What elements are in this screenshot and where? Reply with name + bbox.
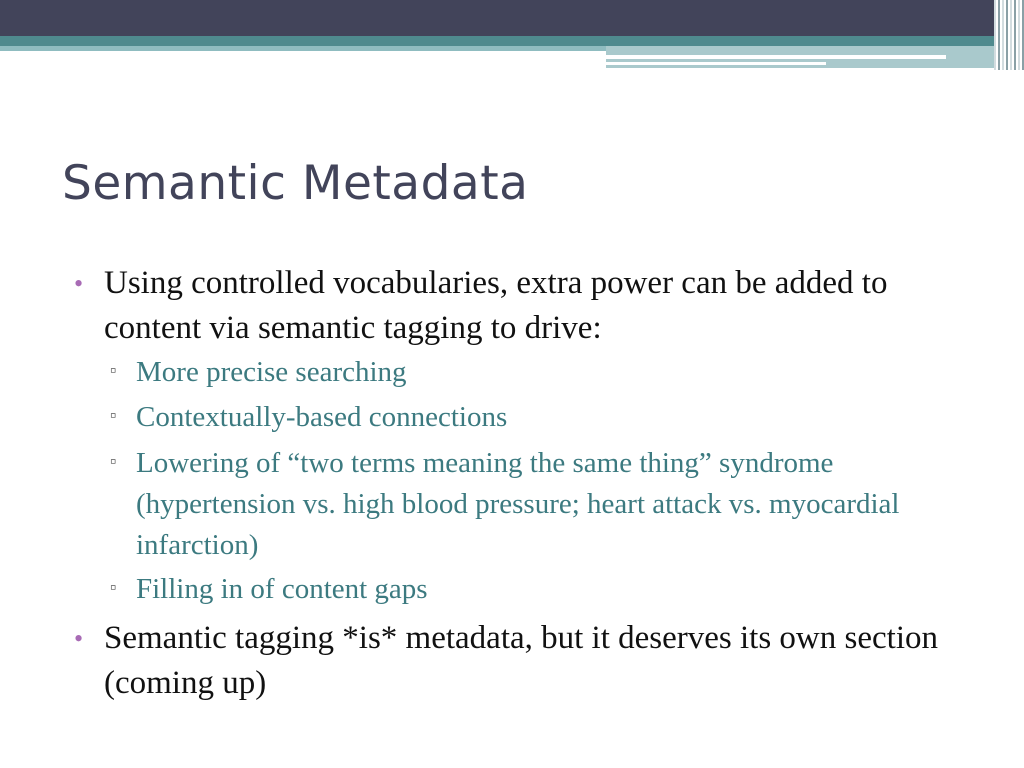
sub-bullet-text: Lowering of “two terms meaning the same thing” syndrome (hypertension vs. high blood pressure; heart attack vs. myocardial infarction) — [136, 447, 900, 561]
header-right-stripes — [994, 0, 1024, 70]
header-band-teal — [0, 36, 994, 46]
sub-bullet-item — [110, 397, 976, 438]
header-band-teal-light — [0, 46, 606, 51]
bullet-text: Using controlled vocabularies, extra power can be added to content via semantic tagging to drive: — [104, 265, 888, 346]
bullet-text: Semantic tagging *is* metadata, but it deserves its own section (coming up) — [104, 620, 938, 701]
bullet-dot-icon: • — [74, 624, 84, 653]
bullet-item — [74, 261, 964, 351]
slide-title: Semantic Metadata — [62, 156, 529, 211]
header-tab-line-short — [606, 62, 826, 65]
sub-bullet-text: Contextually-based connections — [136, 401, 508, 433]
sub-bullet-text: Filling in of content gaps — [136, 573, 428, 605]
sub-bullet-text: More precise searching — [136, 356, 407, 388]
square-bullet-icon: ▫ — [110, 451, 117, 471]
sub-bullet-item — [110, 569, 976, 610]
header-tab-line — [606, 55, 946, 59]
square-bullet-icon: ▫ — [110, 405, 117, 425]
bullet-item — [74, 616, 964, 706]
sub-bullet-item — [110, 443, 976, 566]
square-bullet-icon: ▫ — [110, 577, 117, 597]
bullet-dot-icon: • — [74, 269, 84, 298]
sub-bullet-item — [110, 352, 976, 393]
header-band-dark — [0, 0, 994, 36]
square-bullet-icon: ▫ — [110, 360, 117, 380]
